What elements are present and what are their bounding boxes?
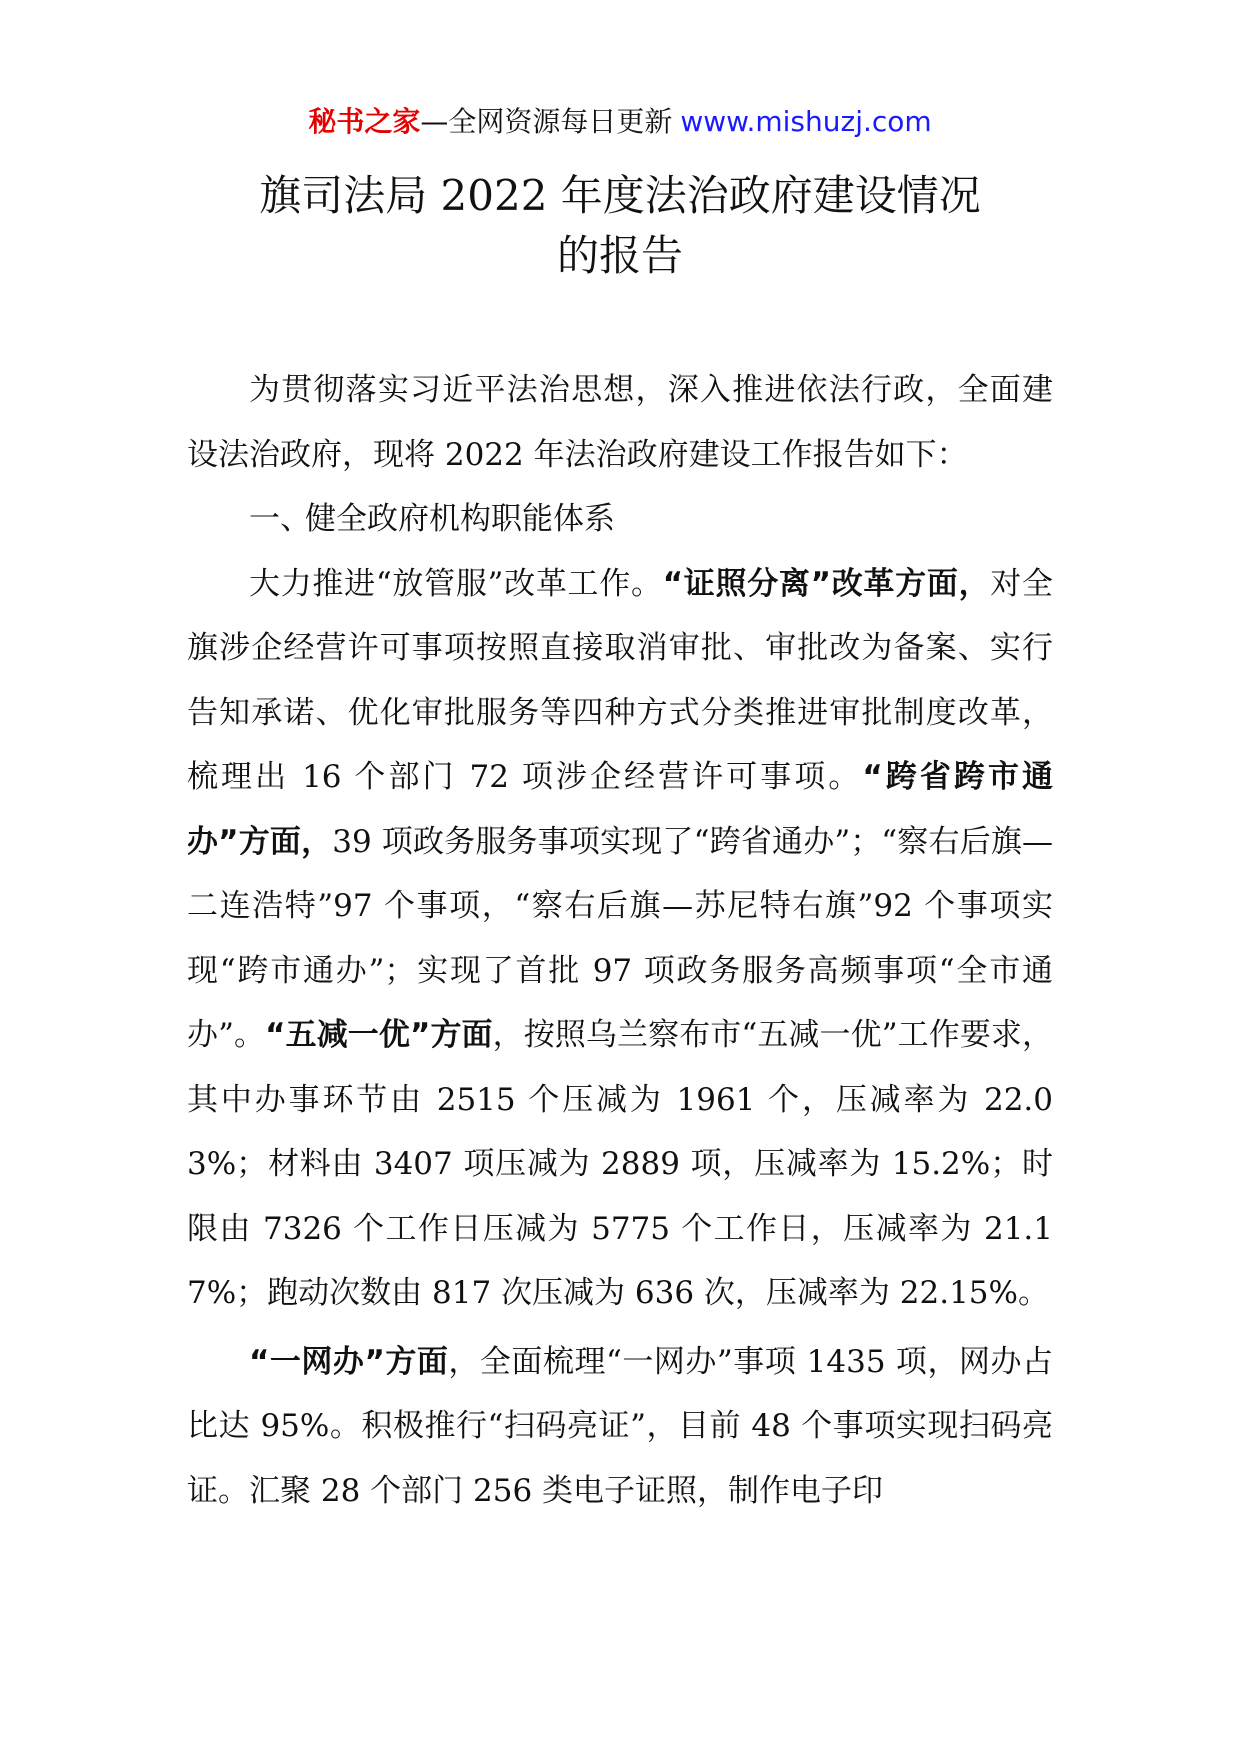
reform-fiveminus-text: ，按照乌兰察布市“五减一优”工作要求，其中办事环节由 2515 个压减为 1961 个，压减率为 22.03%；材料由 3407 项压减为 2889 项，压减率为 15.2%；时限由 7326 个工作日压减为 5775 个工作日，压减率为 21.17%；跑动次数由 817 次压减为 636 次，压减率为 22.15%。 [187,1017,1054,1311]
title-line-2: 的报告 [556,231,683,280]
reform-subheading-crossregion: “跨省跨市通办”方面， [187,759,1053,860]
site-slogan: —全网资源每日更新 [420,105,673,138]
title-line-1: 旗司法局 2022 年度法治政府建设情况 [259,171,981,220]
intro-paragraph: 为贯彻落实习近平法治思想，深入推进依法行政，全面建设法治政府，现将 2022 年法治政府建设工作报告如下： [187,372,1053,473]
section-heading-1 [187,487,1053,552]
paragraph-reform [187,552,1053,1326]
paragraph-onlineservice [187,1330,1053,1524]
document-body [187,358,1053,1523]
onlineservice-subheading: “一网办”方面 [249,1343,449,1380]
reform-crossregion-text: 39 项政务服务事项实现了“跨省通办”；“察右后旗—二连浩特”97 个事项，“察右后旗—苏尼特右旗”92 个事项实现“跨市通办”；实现了首批 97 项政务服务高频事项“全市通办”。 [187,823,1054,1053]
reform-lead: 大力推进“放管服”改革工作。 [249,565,663,602]
document-title [0,166,1240,286]
site-url-link[interactable]: www.mishuzj.com [680,105,932,138]
site-brand: 秘书之家 [308,105,421,138]
site-header [0,104,1240,140]
reform-subheading-license: “证照分离”改革方面， [662,565,991,602]
section-number: 一、 [249,501,311,537]
reform-subheading-fiveminus: “五减一优”方面 [265,1017,493,1053]
section-title: 健全政府机构职能体系 [305,501,615,537]
reform-license-text: 对全旗涉企经营许可事项按照直接取消审批、审批改为备案、实行告知承诺、优化审批服务等四种方式分类推进审批制度改革，梳理出 16 个部门 72 项涉企经营许可事项。 [187,565,1053,795]
onlineservice-text: ，全面梳理“一网办”事项 1435 项，网办占比达 95%。积极推行“扫码亮证”，目前 48 个事项实现扫码亮证。汇聚 28 个部门 256 类电子证照，制作电子印 [187,1343,1053,1509]
